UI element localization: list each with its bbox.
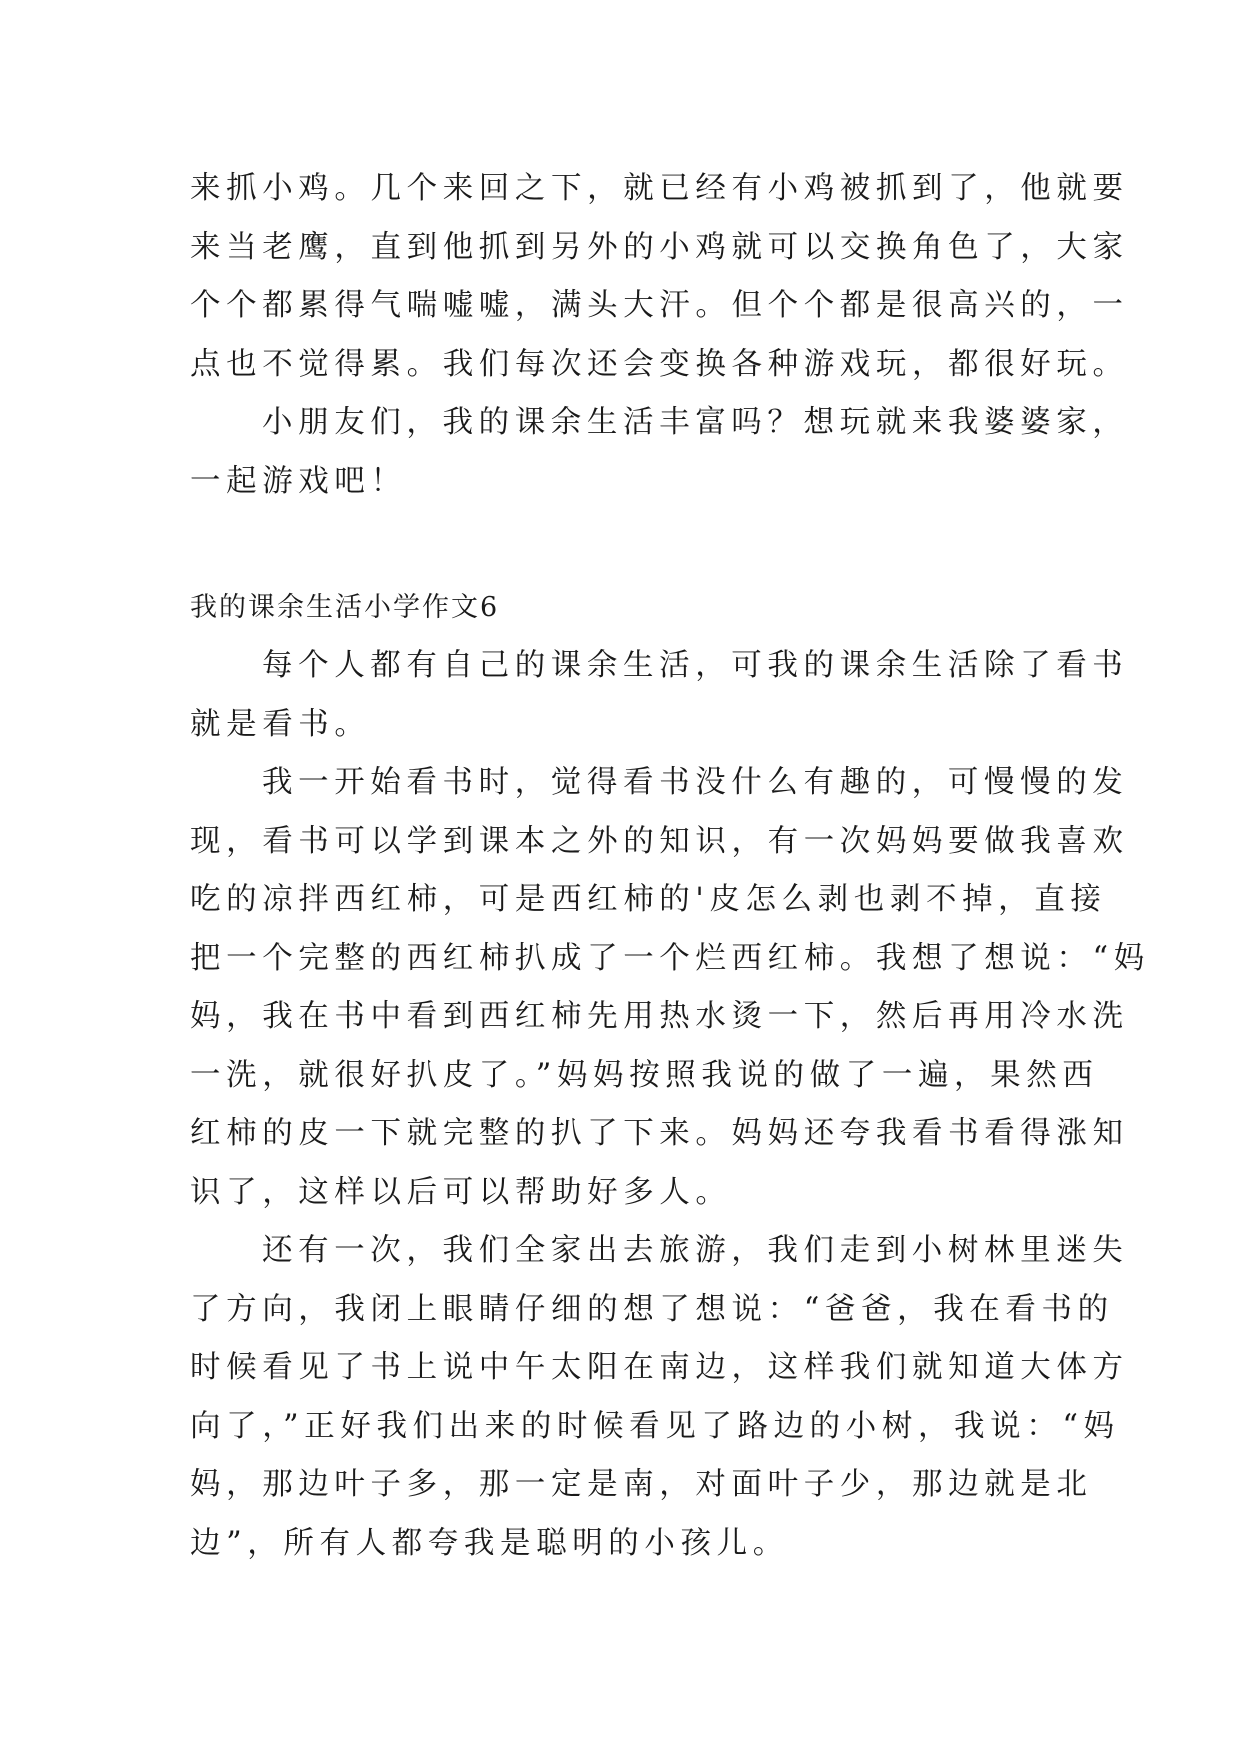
text-line: 还有一次，我们全家出去旅游，我们走到小树林里迷失 bbox=[262, 1233, 1129, 1268]
section-heading: 我的课余生活小学作文6 bbox=[190, 592, 500, 623]
paragraph bbox=[190, 637, 1129, 754]
text-line: 吃的凉拌西红柿，可是西红柿的'皮怎么剥也剥不掉，直接 bbox=[190, 882, 1107, 917]
text-line: 来当老鹰，直到他抓到另外的小鸡就可以交换角色了，大家 bbox=[190, 229, 1129, 265]
section-spacer bbox=[190, 511, 1060, 579]
text-line: 把一个完整的西红柿扒成了一个烂西红柿。我想了想说：“妈 bbox=[190, 940, 1150, 976]
text-line: 就是看书。 bbox=[190, 706, 371, 742]
paragraph bbox=[190, 394, 1129, 511]
text-line: 我一开始看书时，觉得看书没什么有趣的，可慢慢的发 bbox=[262, 765, 1129, 800]
text-line: 现，看书可以学到课本之外的知识，有一次妈妈要做我喜欢 bbox=[190, 823, 1129, 859]
text-line: 红柿的皮一下就完整的扒了下来。妈妈还夸我看书看得涨知 bbox=[190, 1116, 1129, 1151]
text-line: 边”，所有人都夸我是聪明的小孩儿。 bbox=[190, 1525, 789, 1561]
paragraph bbox=[190, 754, 1150, 1222]
text-line: 一洗，就很好扒皮了。”妈妈按照我说的做了一遍，果然西 bbox=[190, 1057, 1099, 1093]
text-line: 识了，这样以后可以帮助好多人。 bbox=[190, 1174, 732, 1210]
text-line: 妈，我在书中看到西红柿先用热水烫一下，然后再用冷水洗 bbox=[190, 999, 1129, 1034]
text-line: 一起游戏吧！ bbox=[190, 463, 407, 499]
paragraph bbox=[190, 160, 1129, 394]
text-line: 向了，”正好我们出来的时候看见了路边的小树，我说：“妈 bbox=[190, 1408, 1120, 1444]
text-line: 了方向，我闭上眼睛仔细的想了想说：“爸爸，我在看书的 bbox=[190, 1291, 1114, 1327]
text-line: 点也不觉得累。我们每次还会变换各种游戏玩，都很好玩。 bbox=[190, 346, 1129, 382]
text-line: 个个都累得气喘嘘嘘，满头大汗。但个个都是很高兴的，一 bbox=[190, 288, 1129, 323]
text-line: 妈，那边叶子多，那一定是南，对面叶子少，那边就是北 bbox=[190, 1467, 1093, 1502]
document-page bbox=[190, 160, 1150, 1573]
text-line: 每个人都有自己的课余生活，可我的课余生活除了看书 bbox=[262, 648, 1129, 683]
text-line: 小朋友们，我的课余生活丰富吗？想玩就来我婆婆家， bbox=[262, 405, 1129, 440]
text-line: 时候看见了书上说中午太阳在南边，这样我们就知道大体方 bbox=[190, 1350, 1129, 1385]
paragraph bbox=[190, 1222, 1129, 1573]
text-line: 来抓小鸡。几个来回之下，就已经有小鸡被抓到了，他就要 bbox=[190, 171, 1129, 206]
